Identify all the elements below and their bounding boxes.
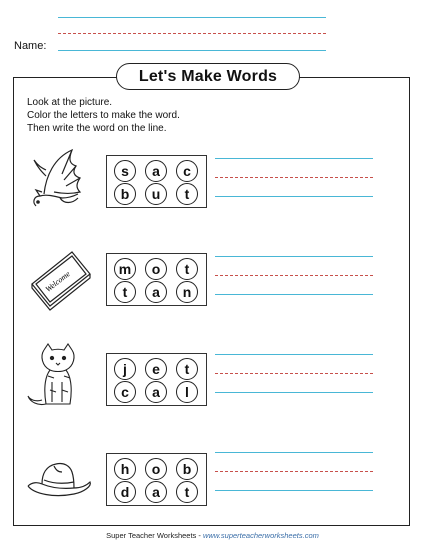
letter-circle[interactable]: l	[176, 381, 198, 403]
name-guide-middle	[58, 33, 326, 34]
writing-line-base[interactable]	[215, 490, 373, 491]
writing-line-top	[215, 452, 373, 453]
instruction-line-2: Color the letters to make the word.	[27, 110, 180, 121]
writing-line-middle	[215, 471, 373, 472]
bat-icon	[24, 146, 94, 216]
writing-line-base[interactable]	[215, 294, 373, 295]
letter-circle[interactable]: t	[176, 481, 198, 503]
letter-circle[interactable]: u	[145, 183, 167, 205]
writing-line-middle	[215, 177, 373, 178]
welcome-mat-icon	[24, 244, 94, 314]
writing-line-base[interactable]	[215, 392, 373, 393]
letter-circle[interactable]: d	[114, 481, 136, 503]
letter-circle[interactable]: c	[176, 160, 198, 182]
name-guide-top	[58, 17, 326, 18]
letter-circle[interactable]: s	[114, 160, 136, 182]
writing-line-top	[215, 354, 373, 355]
name-input-line[interactable]	[58, 50, 326, 51]
letter-circle[interactable]: a	[145, 281, 167, 303]
letter-circle[interactable]: c	[114, 381, 136, 403]
footer-link[interactable]: www.superteacherworksheets.com	[202, 531, 319, 540]
letter-circle[interactable]: n	[176, 281, 198, 303]
welcome-mat-text: Welcome	[43, 269, 72, 294]
writing-line-base[interactable]	[215, 196, 373, 197]
letter-circle[interactable]: t	[176, 358, 198, 380]
letter-circle[interactable]: o	[145, 258, 167, 280]
letter-box-4	[106, 453, 207, 506]
letter-circle[interactable]: b	[176, 458, 198, 480]
footer	[0, 531, 425, 540]
letter-circle[interactable]: a	[145, 481, 167, 503]
letter-circle[interactable]: h	[114, 458, 136, 480]
letter-circle[interactable]: t	[176, 258, 198, 280]
letter-box-2	[106, 253, 207, 306]
page-title	[116, 63, 300, 90]
letter-box-3	[106, 353, 207, 406]
letter-circle[interactable]: j	[114, 358, 136, 380]
letter-circle[interactable]: o	[145, 458, 167, 480]
writing-line-middle	[215, 275, 373, 276]
name-label: Name:	[14, 40, 47, 52]
letter-circle[interactable]: b	[114, 183, 136, 205]
instruction-line-3: Then write the word on the line.	[27, 123, 167, 134]
instruction-line-1: Look at the picture.	[27, 97, 113, 108]
letter-circle[interactable]: m	[114, 258, 136, 280]
letter-circle[interactable]: a	[145, 381, 167, 403]
letter-circle[interactable]: e	[145, 358, 167, 380]
footer-text: Super Teacher Worksheets -	[106, 531, 203, 540]
writing-line-top	[215, 158, 373, 159]
letter-circle[interactable]: t	[114, 281, 136, 303]
cat-icon	[24, 342, 94, 412]
letter-circle[interactable]: t	[176, 183, 198, 205]
letter-box-1	[106, 155, 207, 208]
page-title-text: Let's Make Words	[138, 67, 278, 85]
writing-line-top	[215, 256, 373, 257]
hat-icon	[24, 446, 94, 516]
letter-circle[interactable]: a	[145, 160, 167, 182]
writing-line-middle	[215, 373, 373, 374]
